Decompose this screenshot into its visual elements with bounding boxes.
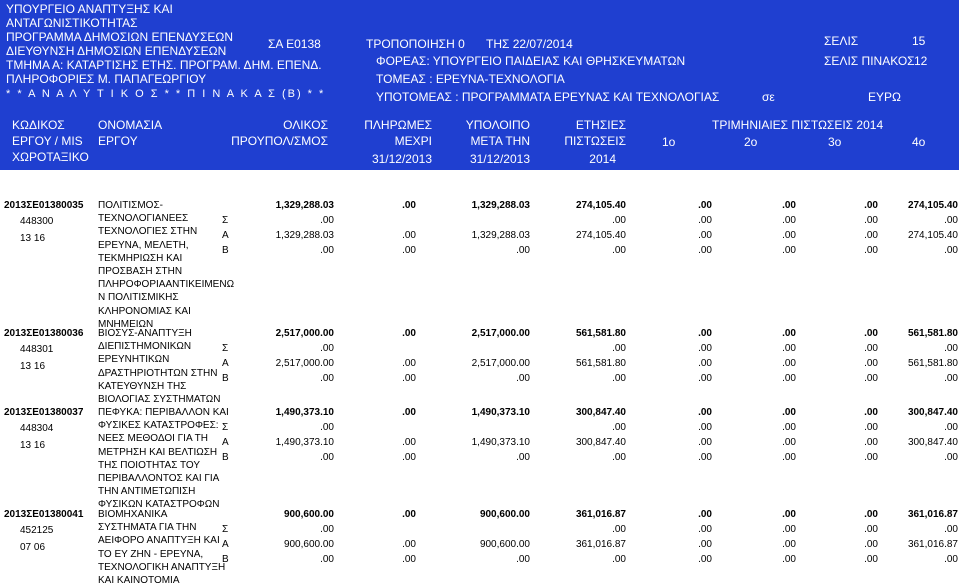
project-name-line: ΦΥΣΙΚΩΝ ΚΑΤΑΣΤΡΟΦΩΝ bbox=[98, 499, 220, 510]
project-name-line: ΠΕΦΥΚΑ: ΠΕΡΙΒΑΛΛΟΝ ΚΑΙ bbox=[98, 407, 229, 418]
col-remain-line2: ΜΕΤΑ ΤΗΝ bbox=[470, 134, 530, 148]
row-type-label: Β bbox=[222, 373, 229, 384]
project-name-line: ΣΥΣΤΗΜΑΤΑ ΓΙΑ ΤΗΝ bbox=[98, 522, 197, 533]
amount-cell-q3: .00 bbox=[864, 200, 878, 211]
project-name-line: ΤΕΧΝΟΛΟΓΙΑΝΕΕΣ bbox=[98, 213, 189, 224]
project-name-line: ΚΑΙ ΚΑΙΝΟΤΟΜΙΑ bbox=[98, 575, 180, 586]
project-name-line: ΠΕΡΙΒΑΛΛΟΝΤΟΣ ΚΑΙ ΓΙΑ bbox=[98, 473, 220, 484]
amount-cell-remain: .00 bbox=[516, 373, 530, 384]
amount-cell-annual: 300,847.40 bbox=[575, 407, 626, 418]
amount-cell-q1: .00 bbox=[698, 343, 712, 354]
amount-cell-remain: 1,329,288.03 bbox=[471, 230, 530, 241]
project-mis: 448300 bbox=[20, 216, 54, 227]
project-name-line: ΒΙΟΣΥΣ-ΑΝΑΠΤΥΞΗ bbox=[98, 328, 192, 339]
org-line-5: ΤΜΗΜΑ Α: ΚΑΤΑΡΤΙΣΗΣ ΕΤΗΣ. ΠΡΟΓΡΑΜ. ΔΗΜ. ΕΠΕΝΔ. bbox=[6, 58, 322, 72]
org-line-1: ΥΠΟΥΡΓΕΙΟ ΑΝΑΠΤΥΞΗΣ ΚΑΙ bbox=[6, 2, 173, 16]
amount-cell-q1: .00 bbox=[698, 328, 712, 339]
project-name-line: ΜΕΤΡΗΣΗ ΚΑΙ ΒΕΛΤΙΩΣΗ bbox=[98, 447, 218, 458]
amount-cell-total: .00 bbox=[320, 245, 334, 256]
amount-cell-total: 1,329,288.03 bbox=[275, 200, 334, 211]
amount-cell-annual: .00 bbox=[612, 452, 626, 463]
project-name-line: ΜΝΗΜΕΙΩΝ bbox=[98, 319, 154, 330]
unit-euro: ΕΥΡΩ bbox=[868, 90, 901, 104]
amount-cell-q1: .00 bbox=[698, 524, 712, 535]
modification-number: ΤΡΟΠΟΠΟΙΗΣΗ 0 bbox=[366, 37, 465, 51]
amount-cell-remain: 900,600.00 bbox=[479, 539, 530, 550]
amount-cell-q3: .00 bbox=[864, 245, 878, 256]
project-name-line: ΠΡΟΣΒΑΣΗ ΣΤΗΝ bbox=[98, 266, 183, 277]
amount-cell-remain: 2,517,000.00 bbox=[471, 358, 530, 369]
amount-cell-q1: .00 bbox=[698, 437, 712, 448]
row-type-label: Σ bbox=[222, 524, 229, 535]
amount-cell-annual: 274,105.40 bbox=[575, 200, 626, 211]
amount-cell-q1: .00 bbox=[698, 215, 712, 226]
row-type-label: Α bbox=[222, 230, 229, 241]
col-code-line2: ΕΡΓΟΥ / MIS bbox=[12, 134, 83, 148]
quarter-3-header: 3ο bbox=[828, 135, 842, 149]
project-mis: 452125 bbox=[20, 525, 54, 536]
amount-cell-q1: .00 bbox=[698, 509, 712, 520]
amount-cell-annual: 561,581.80 bbox=[575, 328, 626, 339]
col-total-line1: ΟΛΙΚΟΣ bbox=[283, 118, 328, 132]
project-code: 2013ΣΕ01380041 bbox=[4, 509, 84, 520]
amount-cell-remain: .00 bbox=[516, 554, 530, 565]
project-name-line: ΔΡΑΣΤΗΡΙΟΤΗΤΩΝ ΣΤΗΝ bbox=[98, 368, 218, 379]
amount-cell-q3: .00 bbox=[864, 437, 878, 448]
amount-cell-paid: .00 bbox=[402, 554, 416, 565]
row-type-label: Α bbox=[222, 437, 229, 448]
col-paid-line3: 31/12/2013 bbox=[371, 152, 432, 166]
amount-cell-paid: .00 bbox=[402, 358, 416, 369]
project-mis: 448301 bbox=[20, 344, 54, 355]
page-number: 15 bbox=[912, 34, 926, 48]
amount-cell-total: 1,329,288.03 bbox=[275, 230, 334, 241]
amount-cell-q2: .00 bbox=[782, 509, 796, 520]
amount-cell-q2: .00 bbox=[782, 437, 796, 448]
amount-cell-q2: .00 bbox=[782, 539, 796, 550]
amount-cell-q2: .00 bbox=[782, 358, 796, 369]
amount-cell-q4: 300,847.40 bbox=[907, 407, 958, 418]
amount-cell-q1: .00 bbox=[698, 407, 712, 418]
amount-cell-remain: .00 bbox=[516, 245, 530, 256]
amount-cell-q2: .00 bbox=[782, 245, 796, 256]
row-type-label: Σ bbox=[222, 343, 229, 354]
amount-cell-paid: .00 bbox=[402, 539, 416, 550]
amount-cell-annual: 361,016.87 bbox=[575, 539, 626, 550]
project-name-line: ΤΕΚΜΗΡΙΩΣΗ ΚΑΙ bbox=[98, 253, 183, 264]
report-date: ΤΗΣ 22/07/2014 bbox=[486, 37, 573, 51]
amount-cell-q2: .00 bbox=[782, 328, 796, 339]
amount-cell-q4: 561,581.80 bbox=[907, 358, 958, 369]
amount-cell-q4: .00 bbox=[944, 373, 958, 384]
org-line-6: ΠΛΗΡΟΦΟΡΙΕΣ Μ. ΠΑΠΑΓΕΩΡΓΙΟΥ bbox=[6, 72, 207, 86]
amount-cell-q3: .00 bbox=[864, 509, 878, 520]
amount-cell-q1: .00 bbox=[698, 358, 712, 369]
row-type-label: Σ bbox=[222, 215, 229, 226]
project-name-line: ΕΡΕΥΝΑ, ΜΕΛΕΤΗ, bbox=[98, 240, 189, 251]
project-name-line: ΑΕΙΦΟΡΟ ΑΝΑΠΤΥΞΗ ΚΑΙ bbox=[98, 535, 220, 546]
page-label: ΣΕΛΙΣ bbox=[824, 34, 859, 48]
sa-code: ΣΑ Ε0138 bbox=[268, 37, 321, 51]
amount-cell-paid: .00 bbox=[402, 407, 416, 418]
project-code: 2013ΣΕ01380037 bbox=[4, 407, 84, 418]
amount-cell-q3: .00 bbox=[864, 358, 878, 369]
quarter-4-header: 4ο bbox=[912, 135, 926, 149]
amount-cell-total: .00 bbox=[320, 215, 334, 226]
project-name-line: ΠΛΗΡΟΦΟΡΙΑΑΝΤΙΚΕΙΜΕΝΩ bbox=[98, 279, 235, 290]
project-name-line: ΔΙΕΠΙΣΤΗΜΟΝΙΚΩΝ bbox=[98, 341, 192, 352]
agency: ΦΟΡΕΑΣ: ΥΠΟΥΡΓΕΙΟ ΠΑΙΔΕΙΑΣ ΚΑΙ ΘΡΗΣΚΕΥΜΑΤΩΝ bbox=[376, 54, 686, 68]
project-name-line: ΤΕΧΝΟΛΟΓΙΕΣ ΣΤΗΝ bbox=[98, 226, 198, 237]
project-mis: 448304 bbox=[20, 423, 54, 434]
amount-cell-q3: .00 bbox=[864, 328, 878, 339]
col-name-line2: ΕΡΓΟΥ bbox=[98, 134, 138, 148]
project-name-line: ΒΙΟΛΟΓΙΑΣ ΣΥΣΤΗΜΑΤΩΝ bbox=[98, 394, 221, 405]
col-paid-line1: ΠΛΗΡΩΜΕΣ bbox=[364, 118, 432, 132]
amount-cell-q2: .00 bbox=[782, 230, 796, 241]
col-remain-line3: 31/12/2013 bbox=[469, 152, 530, 166]
amount-cell-q1: .00 bbox=[698, 200, 712, 211]
amount-cell-q2: .00 bbox=[782, 200, 796, 211]
amount-cell-q2: .00 bbox=[782, 422, 796, 433]
project-name-line: ΒΙΟΜΗΧΑΝΙΚΑ bbox=[98, 509, 168, 520]
amount-cell-q4: 361,016.87 bbox=[907, 509, 958, 520]
row-type-label: Α bbox=[222, 358, 229, 369]
project-code: 2013ΣΕ01380036 bbox=[4, 328, 84, 339]
project-name-line: ΤΗΣ ΠΟΙΟΤΗΤΑΣ ΤΟΥ bbox=[98, 460, 201, 471]
col-code-line3: ΧΩΡΟΤΑΞΙΚΟ bbox=[12, 150, 89, 164]
amount-cell-q3: .00 bbox=[864, 524, 878, 535]
amount-cell-paid: .00 bbox=[402, 452, 416, 463]
project-geo-code: 13 16 bbox=[20, 440, 46, 451]
amount-cell-q2: .00 bbox=[782, 373, 796, 384]
amount-cell-annual: .00 bbox=[612, 422, 626, 433]
amount-cell-total: 900,600.00 bbox=[283, 539, 334, 550]
amount-cell-paid: .00 bbox=[402, 437, 416, 448]
amount-cell-q2: .00 bbox=[782, 407, 796, 418]
amount-cell-paid: .00 bbox=[402, 230, 416, 241]
subsector: ΥΠΟΤΟΜΕΑΣ : ΠΡΟΓΡΑΜΜΑΤΑ ΕΡΕΥΝΑΣ ΚΑΙ ΤΕΧΝΟΛΟΓΙΑΣ bbox=[376, 90, 720, 104]
amount-cell-annual: .00 bbox=[612, 373, 626, 384]
col-annual-line3: 2014 bbox=[589, 152, 616, 166]
row-type-label: Σ bbox=[222, 422, 229, 433]
col-total-line2: ΠΡΟΥΠΟΛ/ΣΜΟΣ bbox=[231, 134, 328, 148]
quarterly-title: ΤΡΙΜΗΝΙΑΙΕΣ ΠΙΣΤΩΣΕΙΣ 2014 bbox=[712, 118, 884, 132]
amount-cell-q3: .00 bbox=[864, 230, 878, 241]
amount-cell-q2: .00 bbox=[782, 554, 796, 565]
amount-cell-total: .00 bbox=[320, 554, 334, 565]
project-name-line: ΤΗΝ ΑΝΤΙΜΕΤΩΠΙΣΗ bbox=[98, 486, 196, 497]
amount-cell-q3: .00 bbox=[864, 343, 878, 354]
project-name-line: ΤΕΧΝΟΛΟΓΙΚΗ ΑΝΑΠΤΥΞΗ bbox=[98, 562, 226, 573]
amount-cell-q1: .00 bbox=[698, 554, 712, 565]
amount-cell-q2: .00 bbox=[782, 452, 796, 463]
analytic-table-title: * * Α Ν Α Λ Υ Τ Ι Κ Ο Σ * * Π Ι Ν Α Κ Α Σ (Β) * * bbox=[6, 88, 326, 100]
row-type-label: Β bbox=[222, 554, 229, 565]
amount-cell-paid: .00 bbox=[402, 509, 416, 520]
amount-cell-q3: .00 bbox=[864, 554, 878, 565]
amount-cell-q4: .00 bbox=[944, 422, 958, 433]
row-type-label: Α bbox=[222, 539, 229, 550]
amount-cell-q1: .00 bbox=[698, 230, 712, 241]
amount-cell-q3: .00 bbox=[864, 539, 878, 550]
table-page-label: ΣΕΛΙΣ ΠΙΝΑΚΟΣ bbox=[824, 54, 915, 68]
project-name-line: ΕΡΕΥΝΗΤΙΚΩΝ bbox=[98, 354, 170, 365]
amount-cell-total: .00 bbox=[320, 524, 334, 535]
quarter-1-header: 1ο bbox=[662, 135, 676, 149]
amount-cell-annual: .00 bbox=[612, 524, 626, 535]
project-name-line: ΤΟ ΕΥ ΖΗΝ - ΕΡΕΥΝΑ, bbox=[98, 549, 204, 560]
project-name-line: ΝΕΕΣ ΜΕΘΟΔΟΙ ΓΙΑ ΤΗ bbox=[98, 433, 209, 444]
org-line-4: ΔΙΕΥΘΥΝΣΗ ΔΗΜΟΣΙΩΝ ΕΠΕΝΔΥΣΕΩΝ bbox=[6, 44, 227, 58]
amount-cell-total: 2,517,000.00 bbox=[275, 328, 334, 339]
amount-cell-annual: .00 bbox=[612, 343, 626, 354]
project-name-line: Ν ΠΟΛΙΤΙΣΜΙΚΗΣ bbox=[98, 292, 179, 303]
amount-cell-remain: 1,490,373.10 bbox=[471, 407, 530, 418]
amount-cell-q2: .00 bbox=[782, 215, 796, 226]
col-name-line1: ΟΝΟΜΑΣΙΑ bbox=[98, 118, 163, 132]
unit-se: σε bbox=[762, 90, 775, 104]
amount-cell-total: .00 bbox=[320, 343, 334, 354]
amount-cell-total: 1,490,373.10 bbox=[275, 407, 334, 418]
amount-cell-paid: .00 bbox=[402, 200, 416, 211]
col-remain-line1: ΥΠΟΛΟΙΠΟ bbox=[465, 118, 530, 132]
amount-cell-total: .00 bbox=[320, 373, 334, 384]
amount-cell-q3: .00 bbox=[864, 422, 878, 433]
amount-cell-remain: 1,490,373.10 bbox=[471, 437, 530, 448]
amount-cell-total: 2,517,000.00 bbox=[275, 358, 334, 369]
amount-cell-remain: .00 bbox=[516, 452, 530, 463]
col-annual-line1: ΕΤΗΣΙΕΣ bbox=[575, 118, 626, 132]
amount-cell-q2: .00 bbox=[782, 343, 796, 354]
project-code: 2013ΣΕ01380035 bbox=[4, 200, 84, 211]
col-paid-line2: ΜΕΧΡΙ bbox=[394, 134, 432, 148]
col-annual-line2: ΠΙΣΤΩΣΕΙΣ bbox=[564, 134, 626, 148]
amount-cell-q4: .00 bbox=[944, 215, 958, 226]
amount-cell-annual: 274,105.40 bbox=[575, 230, 626, 241]
amount-cell-q3: .00 bbox=[864, 373, 878, 384]
amount-cell-q1: .00 bbox=[698, 422, 712, 433]
sector: ΤΟΜΕΑΣ : ΕΡΕΥΝΑ-ΤΕΧΝΟΛΟΓΙΑ bbox=[376, 72, 565, 86]
amount-cell-remain: 1,329,288.03 bbox=[471, 200, 530, 211]
amount-cell-total: 900,600.00 bbox=[283, 509, 334, 520]
amount-cell-q3: .00 bbox=[864, 452, 878, 463]
amount-cell-q4: 561,581.80 bbox=[907, 328, 958, 339]
quarter-2-header: 2ο bbox=[744, 135, 758, 149]
org-line-3: ΠΡΟΓΡΑΜΜΑ ΔΗΜΟΣΙΩΝ ΕΠΕΝΔΥΣΕΩΝ bbox=[6, 30, 233, 44]
amount-cell-q4: 300,847.40 bbox=[907, 437, 958, 448]
table-page-number: 12 bbox=[914, 54, 928, 68]
amount-cell-q4: .00 bbox=[944, 452, 958, 463]
amount-cell-q4: .00 bbox=[944, 524, 958, 535]
amount-cell-q4: .00 bbox=[944, 343, 958, 354]
row-type-label: Β bbox=[222, 452, 229, 463]
amount-cell-total: 1,490,373.10 bbox=[275, 437, 334, 448]
amount-cell-q3: .00 bbox=[864, 407, 878, 418]
amount-cell-q4: .00 bbox=[944, 554, 958, 565]
amount-cell-annual: 300,847.40 bbox=[575, 437, 626, 448]
project-name-line: ΦΥΣΙΚΕΣ ΚΑΤΑΣΤΡΟΦΕΣ: bbox=[98, 420, 219, 431]
amount-cell-q4: 274,105.40 bbox=[907, 230, 958, 241]
amount-cell-q1: .00 bbox=[698, 373, 712, 384]
amount-cell-q4: 361,016.87 bbox=[907, 539, 958, 550]
project-name-line: ΚΑΤΕΥΘΥΝΣΗ ΤΗΣ bbox=[98, 381, 187, 392]
amount-cell-annual: .00 bbox=[612, 554, 626, 565]
project-geo-code: 13 16 bbox=[20, 233, 46, 244]
project-name-line: ΚΛΗΡΟΝΟΜΙΑΣ ΚΑΙ bbox=[98, 306, 191, 317]
amount-cell-paid: .00 bbox=[402, 245, 416, 256]
amount-cell-total: .00 bbox=[320, 452, 334, 463]
amount-cell-paid: .00 bbox=[402, 328, 416, 339]
amount-cell-q1: .00 bbox=[698, 245, 712, 256]
project-name-line: ΠΟΛΙΤΙΣΜΟΣ- bbox=[98, 200, 163, 211]
amount-cell-q4: 274,105.40 bbox=[907, 200, 958, 211]
org-line-2: ΑΝΤΑΓΩΝΙΣΤΙΚΟΤΗΤΑΣ bbox=[6, 16, 138, 30]
amount-cell-q1: .00 bbox=[698, 452, 712, 463]
col-code-line1: ΚΩΔΙΚΟΣ bbox=[12, 118, 65, 132]
amount-cell-annual: 561,581.80 bbox=[575, 358, 626, 369]
amount-cell-q2: .00 bbox=[782, 524, 796, 535]
amount-cell-paid: .00 bbox=[402, 373, 416, 384]
amount-cell-total: .00 bbox=[320, 422, 334, 433]
amount-cell-annual: 361,016.87 bbox=[575, 509, 626, 520]
amount-cell-q3: .00 bbox=[864, 215, 878, 226]
amount-cell-q4: .00 bbox=[944, 245, 958, 256]
amount-cell-q1: .00 bbox=[698, 539, 712, 550]
project-geo-code: 07 06 bbox=[20, 542, 46, 553]
amount-cell-remain: 2,517,000.00 bbox=[471, 328, 530, 339]
amount-cell-remain: 900,600.00 bbox=[479, 509, 530, 520]
row-type-label: Β bbox=[222, 245, 229, 256]
project-geo-code: 13 16 bbox=[20, 361, 46, 372]
amount-cell-annual: .00 bbox=[612, 245, 626, 256]
amount-cell-annual: .00 bbox=[612, 215, 626, 226]
